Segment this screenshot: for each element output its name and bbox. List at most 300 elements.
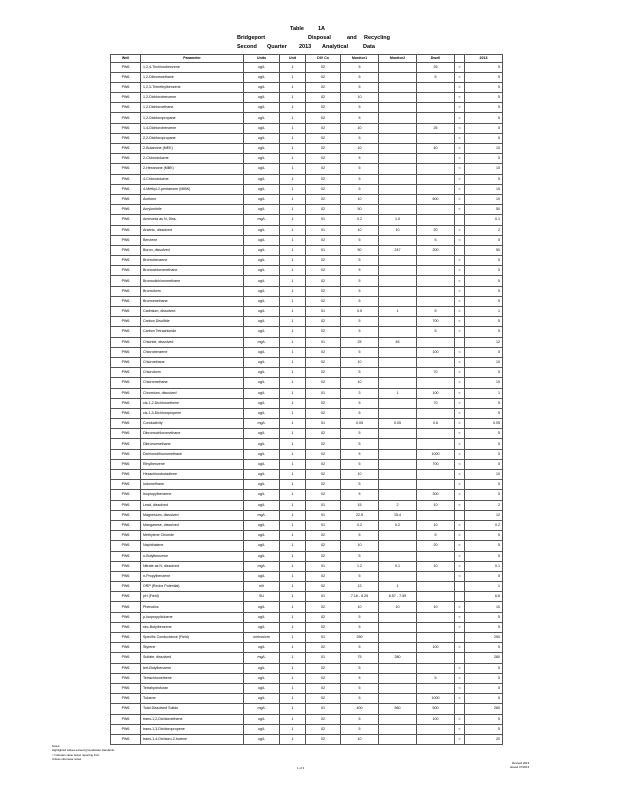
cell-monitor2 — [379, 643, 417, 653]
cell-dwell: 100 — [417, 347, 455, 357]
cell-monitor2 — [379, 673, 417, 683]
cell-dwell — [417, 683, 455, 693]
cell-monitor2 — [379, 205, 417, 215]
cell-well: PW6 — [111, 663, 141, 673]
title-word-disposal: Disposal — [308, 35, 331, 41]
cell-parameter: Tetrahydrofuran — [141, 683, 244, 693]
cell-div: 02 — [306, 133, 341, 143]
cell-parameter: trans-1,2-Dichloroethene — [141, 714, 244, 724]
table-row — [111, 673, 503, 683]
cell-result: 12 — [465, 337, 503, 347]
cell-div: 02 — [306, 622, 341, 632]
cell-well: PW6 — [111, 510, 141, 520]
cell-parameter: 4-Methyl-2-pentanone (MIBK) — [141, 184, 244, 194]
cell-qualifier: < — [455, 286, 465, 296]
table-row — [111, 205, 503, 215]
cell-div: 02 — [306, 408, 341, 418]
cell-well: PW6 — [111, 531, 141, 541]
cell-units: SU — [244, 592, 280, 602]
cell-monitor2 — [379, 93, 417, 103]
cell-result: 10 — [465, 470, 503, 480]
col-header-div: DIV Co — [306, 55, 341, 63]
cell-result: 10 — [465, 378, 503, 388]
cell-monitor1: 5 — [341, 714, 379, 724]
cell-monitor2 — [379, 82, 417, 92]
cell-units: ug/L — [244, 103, 280, 113]
cell-units: ug/L — [244, 154, 280, 164]
cell-monitor1: 0.2 — [341, 215, 379, 225]
cell-dwell: 5 — [417, 235, 455, 245]
cell-parameter: Bromomethane — [141, 296, 244, 306]
cell-result: 50 — [465, 245, 503, 255]
cell-unit: 1 — [280, 490, 306, 500]
cell-dwell — [417, 653, 455, 663]
cell-units: ug/L — [244, 256, 280, 266]
footer-issued: Issued 07/2013 — [510, 765, 530, 770]
cell-div: 02 — [306, 62, 341, 72]
cell-unit: 1 — [280, 184, 306, 194]
cell-div: 02 — [306, 113, 341, 123]
cell-unit: 1 — [280, 419, 306, 429]
cell-well: PW6 — [111, 449, 141, 459]
cell-monitor1: 5 — [341, 673, 379, 683]
cell-unit: 1 — [280, 480, 306, 490]
cell-well: PW6 — [111, 724, 141, 734]
cell-div: 02 — [306, 286, 341, 296]
cell-monitor1: 5 — [341, 133, 379, 143]
cell-monitor1: 13 — [341, 582, 379, 592]
cell-div: 02 — [306, 571, 341, 581]
cell-unit: 1 — [280, 683, 306, 693]
cell-monitor2 — [379, 470, 417, 480]
cell-parameter: ORP (Redox Potential) — [141, 582, 244, 592]
cell-unit: 1 — [280, 694, 306, 704]
cell-monitor2 — [379, 622, 417, 632]
cell-units: ug/L — [244, 439, 280, 449]
cell-monitor1: 10 — [341, 734, 379, 744]
cell-units: ug/L — [244, 296, 280, 306]
col-header-well: Well — [111, 55, 141, 63]
cell-units: ug/L — [244, 205, 280, 215]
cell-monitor1: 5 — [341, 724, 379, 734]
cell-parameter: Carbon Disulfide — [141, 317, 244, 327]
cell-qualifier: < — [455, 194, 465, 204]
cell-dwell — [417, 612, 455, 622]
cell-dwell — [417, 286, 455, 296]
cell-well: PW6 — [111, 93, 141, 103]
cell-monitor1: 5 — [341, 408, 379, 418]
cell-div: 02 — [306, 551, 341, 561]
cell-div: 02 — [306, 541, 341, 551]
cell-result: 280 — [465, 704, 503, 714]
cell-qualifier: < — [455, 561, 465, 571]
cell-monitor2 — [379, 449, 417, 459]
cell-div: 02 — [306, 327, 341, 337]
cell-units: mg/L — [244, 510, 280, 520]
cell-units: mV — [244, 582, 280, 592]
table-row — [111, 622, 503, 632]
cell-units: ug/L — [244, 317, 280, 327]
table-row — [111, 296, 503, 306]
cell-units: ug/L — [244, 612, 280, 622]
cell-monitor1: 5 — [341, 276, 379, 286]
cell-well: PW6 — [111, 276, 141, 286]
cell-units: ug/L — [244, 388, 280, 398]
cell-div: 02 — [306, 612, 341, 622]
cell-result: 280 — [465, 653, 503, 663]
table-row — [111, 470, 503, 480]
table-row — [111, 480, 503, 490]
cell-monitor2: 247 — [379, 245, 417, 255]
cell-result: 5 — [465, 347, 503, 357]
cell-dwell: 20 — [417, 225, 455, 235]
cell-monitor1: 5 — [341, 113, 379, 123]
cell-result: 5 — [465, 266, 503, 276]
footer-note-line: < Indicates value below reporting limit. — [52, 752, 100, 757]
cell-dwell — [417, 724, 455, 734]
cell-result: 5 — [465, 398, 503, 408]
cell-monitor1: 10 — [341, 225, 379, 235]
cell-dwell — [417, 256, 455, 266]
cell-dwell — [417, 215, 455, 225]
footer-note-line: Highlighted values exceed groundwater standards. — [52, 748, 115, 753]
table-row — [111, 408, 503, 418]
cell-qualifier: < — [455, 317, 465, 327]
cell-result: 5 — [465, 551, 503, 561]
cell-dwell: 10 — [417, 500, 455, 510]
cell-units: ug/L — [244, 500, 280, 510]
cell-div: 02 — [306, 643, 341, 653]
cell-monitor2: 10 — [379, 225, 417, 235]
cell-monitor2: 280 — [379, 653, 417, 663]
cell-parameter: Chloride, dissolved — [141, 337, 244, 347]
cell-monitor1: 5 — [341, 439, 379, 449]
cell-well: PW6 — [111, 164, 141, 174]
cell-well: PW6 — [111, 256, 141, 266]
title-word-quarter: Quarter — [267, 44, 287, 50]
cell-well: PW6 — [111, 408, 141, 418]
cell-dwell: 700 — [417, 317, 455, 327]
cell-div: 02 — [306, 164, 341, 174]
cell-monitor1: 5 — [341, 429, 379, 439]
analytical-data-table — [110, 54, 503, 745]
cell-monitor2: 0.1 — [379, 561, 417, 571]
cell-well: PW6 — [111, 154, 141, 164]
cell-parameter: Benzene — [141, 235, 244, 245]
cell-units: ug/L — [244, 194, 280, 204]
cell-units: ug/L — [244, 62, 280, 72]
cell-parameter: Methylene Chloride — [141, 531, 244, 541]
table-row — [111, 113, 503, 123]
col-header-2013: 2013 — [465, 55, 503, 63]
cell-units: ug/L — [244, 378, 280, 388]
cell-result: 5 — [465, 622, 503, 632]
cell-parameter: Nitrate as N, dissolved — [141, 561, 244, 571]
table-row — [111, 133, 503, 143]
table-row — [111, 174, 503, 184]
cell-parameter: Bromodichloromethane — [141, 276, 244, 286]
cell-well: PW6 — [111, 317, 141, 327]
cell-qualifier: < — [455, 694, 465, 704]
table-row — [111, 500, 503, 510]
cell-monitor2 — [379, 541, 417, 551]
cell-well: PW6 — [111, 633, 141, 643]
cell-unit: 1 — [280, 510, 306, 520]
cell-well: PW6 — [111, 734, 141, 744]
cell-result: 5 — [465, 541, 503, 551]
cell-monitor2: 1 — [379, 582, 417, 592]
cell-dwell: 1000 — [417, 694, 455, 704]
table-row — [111, 93, 503, 103]
cell-well: PW6 — [111, 459, 141, 469]
cell-qualifier: < — [455, 184, 465, 194]
cell-div: 01 — [306, 307, 341, 317]
cell-well: PW6 — [111, 582, 141, 592]
cell-units: ug/L — [244, 490, 280, 500]
cell-unit: 1 — [280, 459, 306, 469]
table-header-row — [111, 55, 503, 63]
cell-dwell: 5 — [417, 531, 455, 541]
cell-parameter: Styrene — [141, 643, 244, 653]
cell-parameter: 2,2-Dichloropropane — [141, 133, 244, 143]
cell-div: 02 — [306, 296, 341, 306]
cell-monitor1: 0.05 — [341, 419, 379, 429]
cell-parameter: cis-1,2-Dichloroethene — [141, 398, 244, 408]
cell-units: mg/L — [244, 561, 280, 571]
cell-parameter: cis-1,3-Dichloropropene — [141, 408, 244, 418]
cell-result: 1 — [465, 307, 503, 317]
cell-qualifier: < — [455, 551, 465, 561]
cell-parameter: Hexachlorobutadiene — [141, 470, 244, 480]
cell-monitor1: 5 — [341, 531, 379, 541]
cell-unit: 1 — [280, 62, 306, 72]
cell-result: 5 — [465, 133, 503, 143]
table-row — [111, 490, 503, 500]
cell-div: 02 — [306, 602, 341, 612]
cell-monitor2 — [379, 266, 417, 276]
cell-dwell — [417, 622, 455, 632]
cell-units: ug/L — [244, 286, 280, 296]
cell-parameter: Isopropylbenzene — [141, 490, 244, 500]
cell-div: 02 — [306, 205, 341, 215]
cell-dwell — [417, 429, 455, 439]
cell-parameter: Ethylbenzene — [141, 459, 244, 469]
cell-parameter: Specific Conductance (Field) — [141, 633, 244, 643]
cell-parameter: Acrylonitrile — [141, 205, 244, 215]
cell-dwell — [417, 205, 455, 215]
cell-monitor2 — [379, 357, 417, 367]
cell-monitor2 — [379, 612, 417, 622]
cell-units: mg/L — [244, 215, 280, 225]
cell-well: PW6 — [111, 439, 141, 449]
cell-parameter: Lead, dissolved — [141, 500, 244, 510]
cell-qualifier: < — [455, 276, 465, 286]
cell-units: ug/L — [244, 72, 280, 82]
cell-monitor1: 1.2 — [341, 561, 379, 571]
cell-dwell: 25 — [417, 123, 455, 133]
cell-div: 02 — [306, 235, 341, 245]
cell-qualifier: < — [455, 327, 465, 337]
cell-qualifier: < — [455, 357, 465, 367]
cell-div: 01 — [306, 520, 341, 530]
col-header-monitor2: Monitor2 — [379, 55, 417, 63]
cell-monitor1: 10 — [341, 357, 379, 367]
col-header-units: Units — [244, 55, 280, 63]
cell-units: ug/L — [244, 408, 280, 418]
cell-monitor1: 250 — [341, 633, 379, 643]
cell-dwell — [417, 174, 455, 184]
cell-div: 02 — [306, 144, 341, 154]
cell-well: PW6 — [111, 194, 141, 204]
cell-parameter: 1,2,4-Trichlorobenzene — [141, 62, 244, 72]
cell-parameter: 1,2-Dichloroethane — [141, 103, 244, 113]
cell-div: 02 — [306, 449, 341, 459]
cell-result: 2 — [465, 225, 503, 235]
table-row — [111, 184, 503, 194]
cell-units: ug/L — [244, 225, 280, 235]
cell-unit: 1 — [280, 205, 306, 215]
table-row — [111, 276, 503, 286]
cell-units: ug/L — [244, 531, 280, 541]
cell-qualifier: < — [455, 419, 465, 429]
cell-unit: 1 — [280, 194, 306, 204]
title-word-analytical: Analytical — [322, 44, 348, 50]
cell-well: PW6 — [111, 520, 141, 530]
cell-well: PW6 — [111, 470, 141, 480]
cell-monitor2 — [379, 154, 417, 164]
cell-monitor2 — [379, 133, 417, 143]
cell-result: 5 — [465, 663, 503, 673]
cell-parameter: Carbon Tetrachloride — [141, 327, 244, 337]
table-row — [111, 429, 503, 439]
cell-monitor1: 5 — [341, 571, 379, 581]
cell-dwell: 1000 — [417, 449, 455, 459]
cell-units: ug/L — [244, 123, 280, 133]
cell-dwell — [417, 113, 455, 123]
cell-unit: 1 — [280, 317, 306, 327]
cell-parameter: Bromobenzene — [141, 256, 244, 266]
cell-dwell — [417, 82, 455, 92]
page-number: 1 of 3 — [297, 766, 304, 770]
cell-monitor2 — [379, 144, 417, 154]
cell-div: 02 — [306, 103, 341, 113]
cell-div: 01 — [306, 225, 341, 235]
table-row — [111, 520, 503, 530]
cell-well: PW6 — [111, 72, 141, 82]
cell-result: 5 — [465, 683, 503, 693]
cell-result: 5 — [465, 82, 503, 92]
cell-monitor1: 5 — [341, 317, 379, 327]
table-row — [111, 82, 503, 92]
cell-qualifier: < — [455, 256, 465, 266]
cell-dwell — [417, 582, 455, 592]
table-row — [111, 215, 503, 225]
cell-units: ug/L — [244, 398, 280, 408]
cell-result: 0.05 — [465, 419, 503, 429]
cell-monitor1: 5 — [341, 480, 379, 490]
cell-monitor1: 5 — [341, 683, 379, 693]
cell-result: 10 — [465, 164, 503, 174]
cell-result: 12 — [465, 510, 503, 520]
cell-units: ug/L — [244, 571, 280, 581]
cell-qualifier: < — [455, 307, 465, 317]
cell-well: PW6 — [111, 694, 141, 704]
table-row — [111, 307, 503, 317]
cell-monitor1: 5 — [341, 174, 379, 184]
cell-parameter: 1,2-Dibromoethane — [141, 72, 244, 82]
table-row — [111, 347, 503, 357]
cell-parameter: Chloroethane — [141, 357, 244, 367]
cell-dwell: 25 — [417, 62, 455, 72]
cell-qualifier: < — [455, 378, 465, 388]
cell-div: 02 — [306, 683, 341, 693]
cell-result: 1 — [465, 582, 503, 592]
cell-result: 10 — [465, 602, 503, 612]
cell-result: 5 — [465, 694, 503, 704]
cell-unit: 1 — [280, 408, 306, 418]
cell-dwell: 10 — [417, 561, 455, 571]
cell-well: PW6 — [111, 103, 141, 113]
cell-dwell: 200 — [417, 245, 455, 255]
cell-units: ug/L — [244, 673, 280, 683]
cell-well: PW6 — [111, 215, 141, 225]
title-word-data: Data — [363, 44, 375, 50]
title-table-number: 1A — [318, 26, 326, 32]
cell-well: PW6 — [111, 643, 141, 653]
cell-parameter: Bromochloromethane — [141, 266, 244, 276]
cell-qualifier — [455, 704, 465, 714]
cell-result: 5 — [465, 154, 503, 164]
cell-qualifier: < — [455, 734, 465, 744]
cell-unit: 1 — [280, 622, 306, 632]
cell-div: 02 — [306, 368, 341, 378]
cell-monitor1: 10 — [341, 123, 379, 133]
cell-units: ug/L — [244, 449, 280, 459]
cell-monitor1: 10 — [341, 93, 379, 103]
cell-units: ug/L — [244, 683, 280, 693]
cell-unit: 1 — [280, 327, 306, 337]
table-row — [111, 724, 503, 734]
cell-dwell — [417, 266, 455, 276]
cell-monitor2 — [379, 286, 417, 296]
table-row — [111, 683, 503, 693]
cell-well: PW6 — [111, 184, 141, 194]
cell-qualifier — [455, 510, 465, 520]
cell-units: ug/L — [244, 347, 280, 357]
cell-div: 01 — [306, 653, 341, 663]
cell-parameter: Phenolics — [141, 602, 244, 612]
cell-dwell — [417, 296, 455, 306]
cell-unit: 1 — [280, 296, 306, 306]
cell-monitor2 — [379, 459, 417, 469]
cell-monitor1: 5 — [341, 82, 379, 92]
cell-monitor1: 0.2 — [341, 520, 379, 530]
cell-well: PW6 — [111, 561, 141, 571]
cell-result: 250 — [465, 633, 503, 643]
cell-well: PW6 — [111, 551, 141, 561]
cell-unit: 1 — [280, 439, 306, 449]
table-row — [111, 368, 503, 378]
table-row — [111, 225, 503, 235]
cell-monitor1: 5 — [341, 62, 379, 72]
cell-div: 02 — [306, 347, 341, 357]
cell-div: 01 — [306, 704, 341, 714]
cell-result: 50 — [465, 205, 503, 215]
cell-div: 02 — [306, 184, 341, 194]
cell-div: 01 — [306, 388, 341, 398]
cell-parameter: Naphthalene — [141, 541, 244, 551]
title-table-word: Table — [290, 26, 304, 32]
